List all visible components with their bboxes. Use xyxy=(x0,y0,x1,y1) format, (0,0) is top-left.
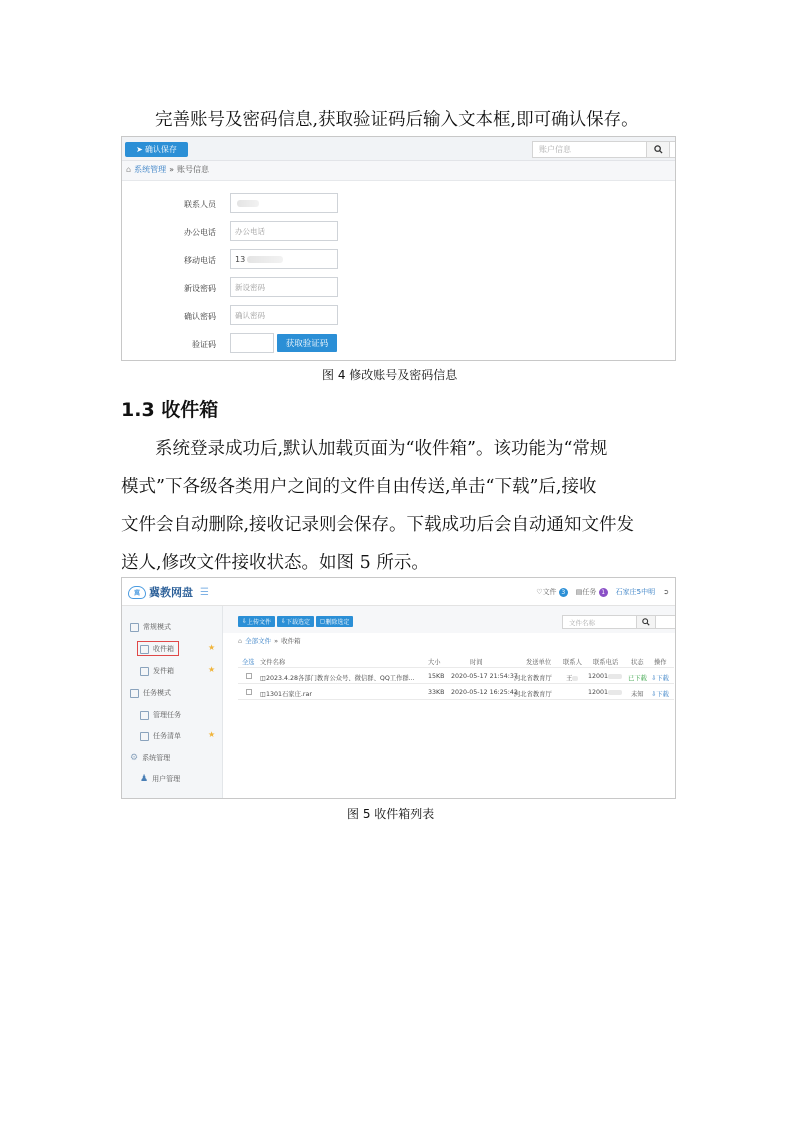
download-link[interactable]: ⇩下载 xyxy=(651,691,669,698)
calendar-check-icon xyxy=(140,711,149,720)
user-icon: ♟ xyxy=(140,774,149,784)
table-row[interactable]: ◫2023.4.28各部门教育公众号、微信群、QQ工作群... 15KB 2020-05-17 21:54:37 河北省教育厅 王 12001 已下载 ⇩下载 xyxy=(238,670,674,684)
upload-icon: ⇩ xyxy=(241,618,247,625)
new-password-field[interactable]: 新设密码 xyxy=(230,277,338,297)
menu-icon[interactable]: ☰ xyxy=(200,587,209,598)
body-line-1: 系统登录成功后,默认加载页面为“收件箱”。该功能为“常规 xyxy=(155,439,608,459)
delete-selected-button[interactable]: ▢ 删除选定 xyxy=(316,616,353,627)
upload-button[interactable]: ⇩ 上传文件 xyxy=(238,616,275,627)
file-name[interactable]: ◫2023.4.28各部门教育公众号、微信群、QQ工作群... xyxy=(260,675,415,682)
intro-paragraph: 完善账号及密码信息,获取验证码后输入文本框,即可确认保存。 xyxy=(155,110,639,130)
search-icon xyxy=(642,618,650,626)
get-code-button[interactable]: 获取验证码 xyxy=(277,334,337,352)
header-actions xyxy=(536,587,669,597)
sidebar xyxy=(122,606,223,798)
sidebar-item-outbox[interactable]: 发件箱 xyxy=(140,666,174,676)
breadcrumb-current: 收件箱 xyxy=(281,637,301,645)
star-icon: ★ xyxy=(208,643,216,652)
sidebar-item-inbox[interactable]: 收件箱 xyxy=(140,644,174,654)
breadcrumb-current: 账号信息 xyxy=(176,165,209,174)
figure5-caption: 图 5 收件箱列表 xyxy=(347,807,435,821)
download-icon: ⇩ xyxy=(280,618,286,625)
send-icon xyxy=(140,667,149,676)
trash-icon: ▢ xyxy=(319,618,326,625)
contact-label: 联系人员 xyxy=(184,200,216,209)
search-button[interactable] xyxy=(646,141,670,158)
user-name[interactable]: 石家庄5中明 xyxy=(615,588,656,596)
mail-icon xyxy=(140,645,149,654)
download-icon: ⇩ xyxy=(651,675,657,682)
figure4-caption: 图 4 修改账号及密码信息 xyxy=(322,368,458,382)
section-heading: 1.3 收件箱 xyxy=(121,399,219,421)
status-downloaded: 已下载 xyxy=(628,675,647,682)
star-icon: ★ xyxy=(208,665,216,674)
figure-inbox xyxy=(121,577,676,799)
file-search-input[interactable]: 文件名称 xyxy=(562,615,676,629)
file-search-button[interactable] xyxy=(636,615,656,629)
download-link[interactable]: ⇩下载 xyxy=(651,675,669,682)
row-checkbox[interactable] xyxy=(246,673,252,679)
sidebar-item-normal-mode[interactable]: 常规模式 xyxy=(130,622,171,632)
row-checkbox[interactable] xyxy=(246,689,252,695)
breadcrumb-link-system[interactable]: 系统管理 xyxy=(134,165,167,174)
download-selected-button[interactable]: ⇩ 下载选定 xyxy=(277,616,314,627)
list-icon xyxy=(140,732,149,741)
logout-icon[interactable]: ➲ xyxy=(663,588,669,596)
verify-code-field[interactable] xyxy=(230,333,274,353)
download-icon: ⇩ xyxy=(651,691,657,698)
home-icon: ⌂ xyxy=(238,636,243,645)
body-line-2: 模式”下各级各类用户之间的文件自由传送,单击“下载”后,接收 xyxy=(121,477,597,497)
confirm-password-field[interactable]: 确认密码 xyxy=(230,305,338,325)
gear-icon: ⚙ xyxy=(130,753,139,763)
body-line-4: 送人,修改文件接收状态。如图 5 所示。 xyxy=(121,553,429,573)
body-line-3: 文件会自动删除,接收记录则会保存。下载成功后会自动通知文件发 xyxy=(121,515,635,535)
sidebar-item-task-mode[interactable]: 任务模式 xyxy=(130,688,171,698)
tasks-badge: 1 xyxy=(599,588,608,597)
breadcrumb: ⌂ 系统管理 » 账号信息 xyxy=(126,165,209,174)
table-row[interactable]: ◫1301石家庄.rar 33KB 2020-05-12 16:25:42 河北省教育厅 12001 未知 ⇩下载 xyxy=(238,686,674,700)
file-name[interactable]: ◫1301石家庄.rar xyxy=(260,691,312,698)
sidebar-item-task-list[interactable]: 任务清单 xyxy=(140,731,181,741)
figure-account-settings xyxy=(121,136,676,361)
calendar-icon xyxy=(130,689,139,698)
main-content xyxy=(223,606,675,798)
files-badge: 3 xyxy=(559,588,568,597)
file-icon: ◫ xyxy=(260,675,266,682)
home-icon: ⌂ xyxy=(126,165,132,174)
sidebar-item-users[interactable]: ♟ 用户管理 xyxy=(140,774,181,784)
app-logo[interactable]: 冀 冀教网盘 xyxy=(128,584,193,600)
table-header: 全选 文件名称 大小 时间 发送单位 联系人 联系电话 状态 操作 xyxy=(238,654,674,668)
sidebar-item-manage-tasks[interactable]: 管理任务 xyxy=(140,710,181,720)
send-icon: ➤ xyxy=(136,145,143,154)
status-unknown: 未知 xyxy=(631,691,644,698)
new-password-label: 新设密码 xyxy=(184,284,216,293)
mobile-field[interactable]: 13 xyxy=(230,249,338,269)
office-phone-label: 办公电话 xyxy=(184,228,216,237)
office-phone-field[interactable]: 办公电话 xyxy=(230,221,338,241)
star-icon: ★ xyxy=(208,730,216,739)
contact-field[interactable] xyxy=(230,193,338,213)
cloud-icon: 冀 xyxy=(128,586,146,599)
calendar-icon xyxy=(130,623,139,632)
search-icon xyxy=(654,145,663,154)
files-notification[interactable]: ♡文件 3 xyxy=(536,587,568,597)
mobile-label: 移动电话 xyxy=(184,256,216,265)
confirm-password-label: 确认密码 xyxy=(184,312,216,321)
account-search-input[interactable]: 账户信息 xyxy=(532,141,676,158)
sidebar-item-system[interactable]: ⚙ 系统管理 xyxy=(130,753,171,763)
select-all[interactable]: 全选 xyxy=(242,659,255,666)
file-icon: ◫ xyxy=(260,691,266,698)
breadcrumb-link-all-files[interactable]: 全部文件 xyxy=(245,637,272,645)
verify-code-label: 验证码 xyxy=(192,340,216,349)
breadcrumb: ⌂ 全部文件 » 收件箱 xyxy=(238,636,301,645)
app-header xyxy=(122,578,675,606)
tasks-notification[interactable]: ▤任务 1 xyxy=(576,587,608,597)
confirm-save-button[interactable]: ➤ 确认保存 xyxy=(125,142,188,157)
